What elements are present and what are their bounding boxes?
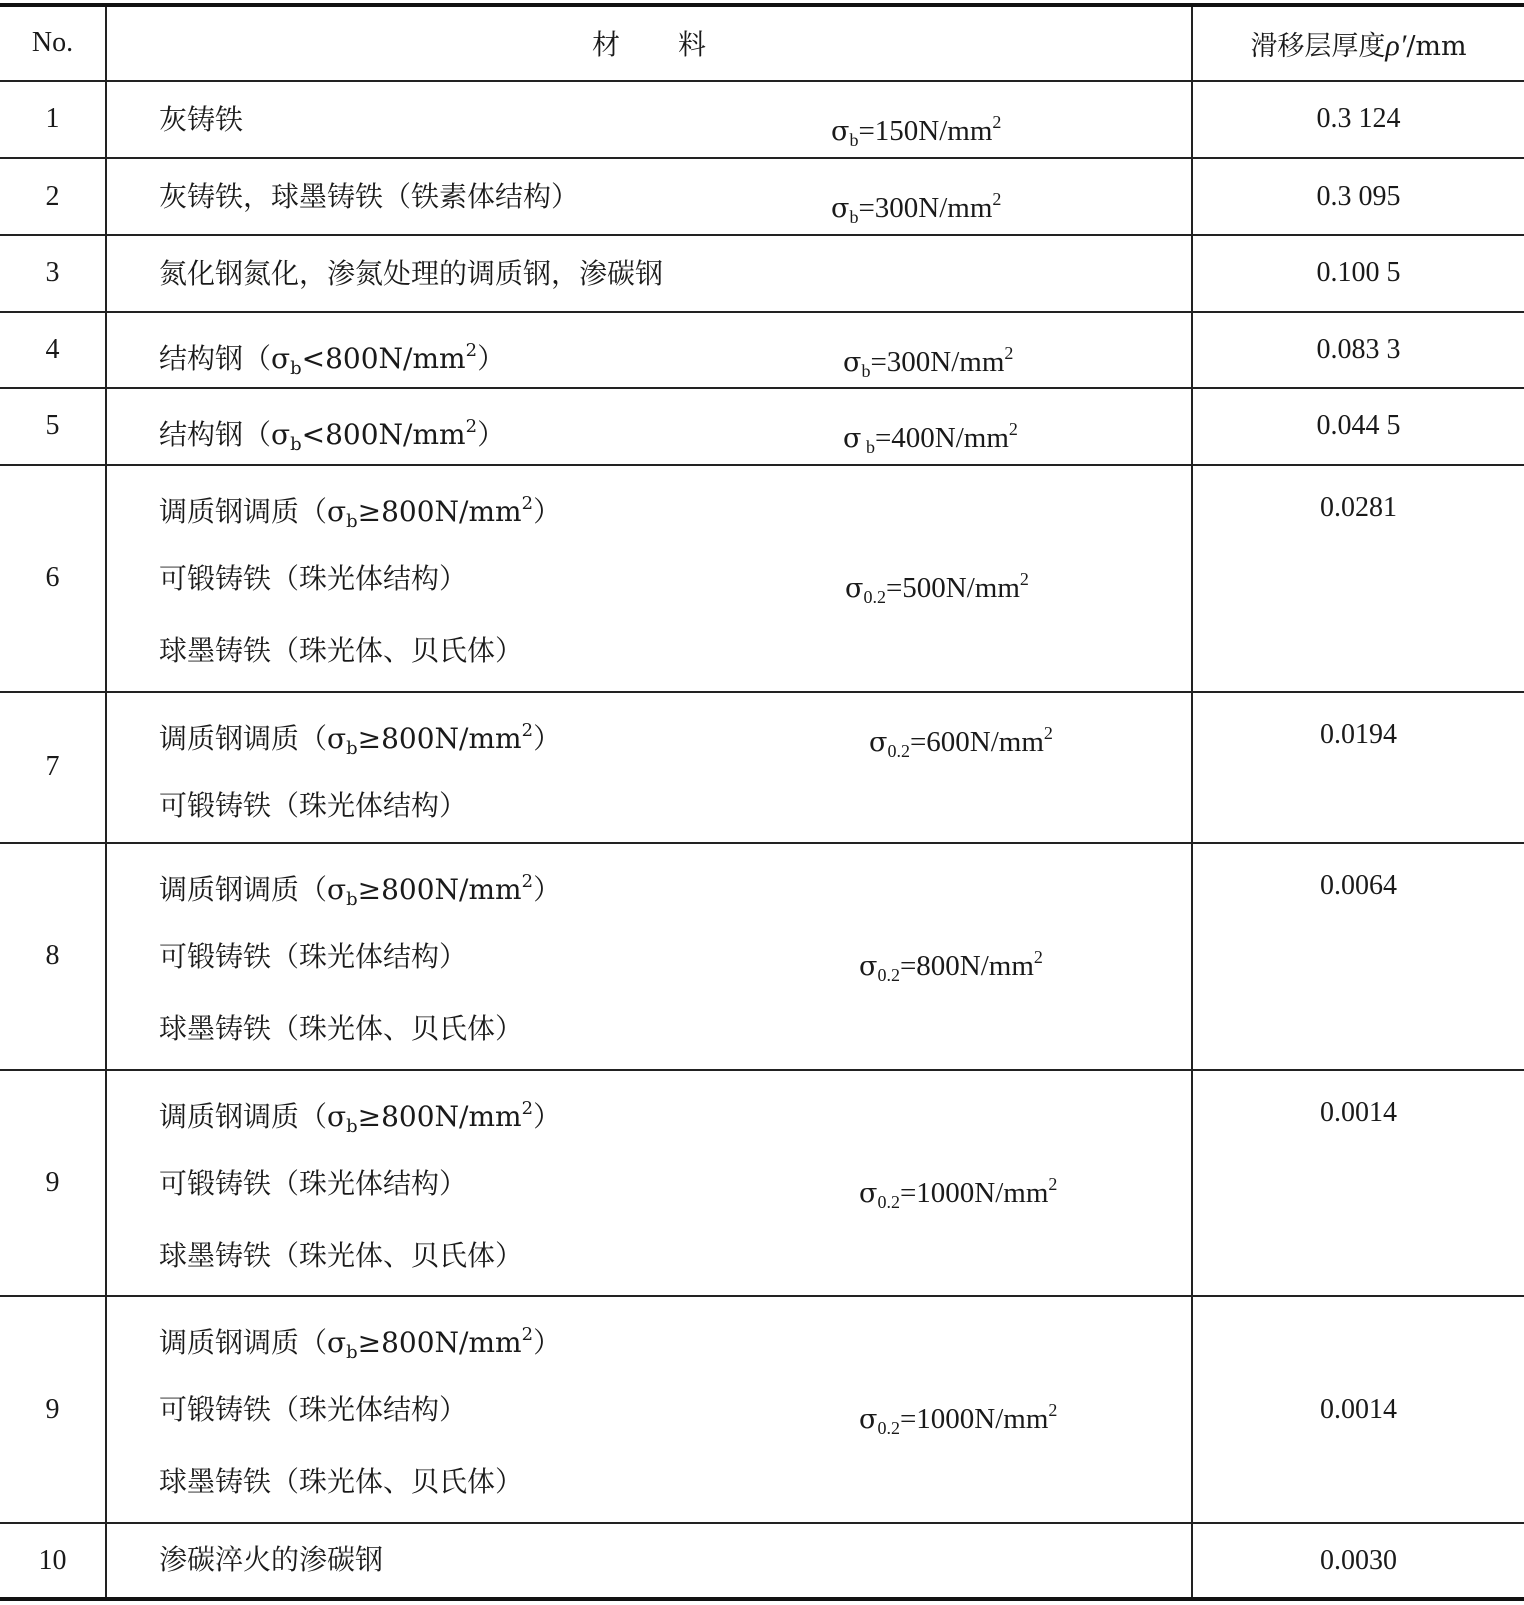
thickness-value: 0.083 3 (1192, 312, 1524, 389)
strength-value: $\sigma_{0.2}=1000N/mm^2$ (859, 1173, 1058, 1212)
header-thickness-label: 滑移层厚度 (1250, 30, 1386, 62)
thickness-value: 0.100 5 (1192, 235, 1524, 312)
header-material (106, 5, 1192, 81)
material-line: 可锻铸铁（珠光体结构） (159, 561, 468, 595)
row-no: 10 (0, 1523, 106, 1599)
material-line: 灰铸铁 (159, 102, 244, 136)
material-cell (106, 81, 1192, 159)
row-no: 5 (0, 388, 106, 465)
material-cell (106, 235, 1192, 312)
material-cell (106, 843, 1192, 1070)
table-row (0, 1523, 1524, 1599)
material-line: 结构钢$(\sigma_b<800N/mm^2)$ (159, 339, 506, 379)
header-material-char-1: 材 (591, 28, 620, 62)
material-line: 结构钢$(\sigma_b<800N/mm^2)$ (159, 416, 506, 456)
material-line: 调质钢调质$(\sigma_b\ge 800N/mm^2)$ (159, 870, 562, 910)
material-line: 渗碳淬火的渗碳钢 (159, 1543, 384, 1577)
row-no: 8 (0, 843, 106, 1070)
material-cell (106, 388, 1192, 465)
strength-value: $\sigma_b=150N/mm^2$ (831, 111, 1002, 150)
material-line: 球墨铸铁（珠光体、贝氏体） (159, 633, 524, 667)
strength-value: σ $_b=400N/mm^2$ (843, 419, 1018, 458)
material-line: 球墨铸铁（珠光体、贝氏体） (159, 1465, 524, 1499)
thickness-value: 0.0194 (1192, 692, 1524, 843)
material-line: 可锻铸铁（珠光体结构） (159, 1393, 468, 1427)
row-no: 4 (0, 312, 106, 389)
material-line: 调质钢调质$(\sigma_b\ge 800N/mm^2)$ (159, 1324, 562, 1364)
row-no: 9 (0, 1070, 106, 1297)
material-cell (106, 465, 1192, 692)
table-row (0, 81, 1524, 159)
material-line: 调质钢调质$(\sigma_b\ge 800N/mm^2)$ (159, 1097, 562, 1137)
material-line: 灰铸铁，球墨铸铁（铁素体结构） (159, 180, 580, 214)
material-line: 可锻铸铁（珠光体结构） (159, 788, 468, 822)
thickness-value: 0.0014 (1192, 1296, 1524, 1523)
material-line: 球墨铸铁（珠光体、贝氏体） (159, 1011, 524, 1045)
strength-value: $\sigma_{0.2}=1000N/mm^2$ (859, 1400, 1058, 1439)
material-line: 调质钢调质$(\sigma_b\ge 800N/mm^2)$ (159, 492, 562, 532)
material-cell (106, 1296, 1192, 1523)
material-line: 可锻铸铁（珠光体结构） (159, 939, 468, 973)
material-line: 可锻铸铁（珠光体结构） (159, 1166, 468, 1200)
header-thickness-symbol: ρ′ (1385, 28, 1407, 62)
thickness-value: 0.0014 (1192, 1070, 1524, 1297)
table-row (0, 1296, 1524, 1523)
material-cell (106, 312, 1192, 389)
material-line: 调质钢调质$(\sigma_b\ge 800N/mm^2)$ (159, 719, 562, 759)
row-no: 7 (0, 692, 106, 843)
material-cell (106, 692, 1192, 843)
material-cell (106, 1070, 1192, 1297)
row-no: 9 (0, 1296, 106, 1523)
strength-value: $\sigma_b=300N/mm^2$ (831, 189, 1002, 228)
header-no: No. (31, 27, 74, 59)
header-thickness-unit: /mm (1406, 30, 1467, 62)
thickness-value: 0.3 124 (1192, 81, 1524, 159)
table-row (0, 1070, 1524, 1297)
row-no: 2 (0, 158, 106, 235)
strength-value: $\sigma_b=300N/mm^2$ (843, 342, 1014, 381)
table-row (0, 312, 1524, 389)
thickness-value: 0.0064 (1192, 843, 1524, 1070)
thickness-value: 0.0030 (1192, 1523, 1524, 1599)
header-thickness (1192, 5, 1524, 81)
table-row (0, 692, 1524, 843)
material-line: 氮化钢氮化，渗氮处理的调质钢，渗碳钢 (159, 256, 664, 290)
thickness-value: 0.044 5 (1192, 388, 1524, 465)
table-header-row (0, 5, 1524, 81)
table-row (0, 843, 1524, 1070)
row-no: 6 (0, 465, 106, 692)
strength-value: $\sigma_{0.2}=800N/mm^2$ (859, 946, 1043, 985)
thickness-value: 0.0281 (1192, 465, 1524, 692)
material-cell (106, 158, 1192, 235)
material-line: 球墨铸铁（珠光体、贝氏体） (159, 1238, 524, 1272)
strength-value: $\sigma_{0.2}=500N/mm^2$ (845, 568, 1029, 607)
slip-layer-thickness-table (0, 3, 1524, 1601)
strength-value: $\sigma_{0.2}=600N/mm^2$ (869, 722, 1053, 761)
row-no: 1 (0, 81, 106, 159)
table-row (0, 465, 1524, 692)
header-material-char-2: 料 (678, 28, 707, 62)
material-cell (106, 1523, 1192, 1599)
table-row (0, 235, 1524, 312)
thickness-value: 0.3 095 (1192, 158, 1524, 235)
row-no: 3 (0, 235, 106, 312)
table-row (0, 158, 1524, 235)
table-row (0, 388, 1524, 465)
